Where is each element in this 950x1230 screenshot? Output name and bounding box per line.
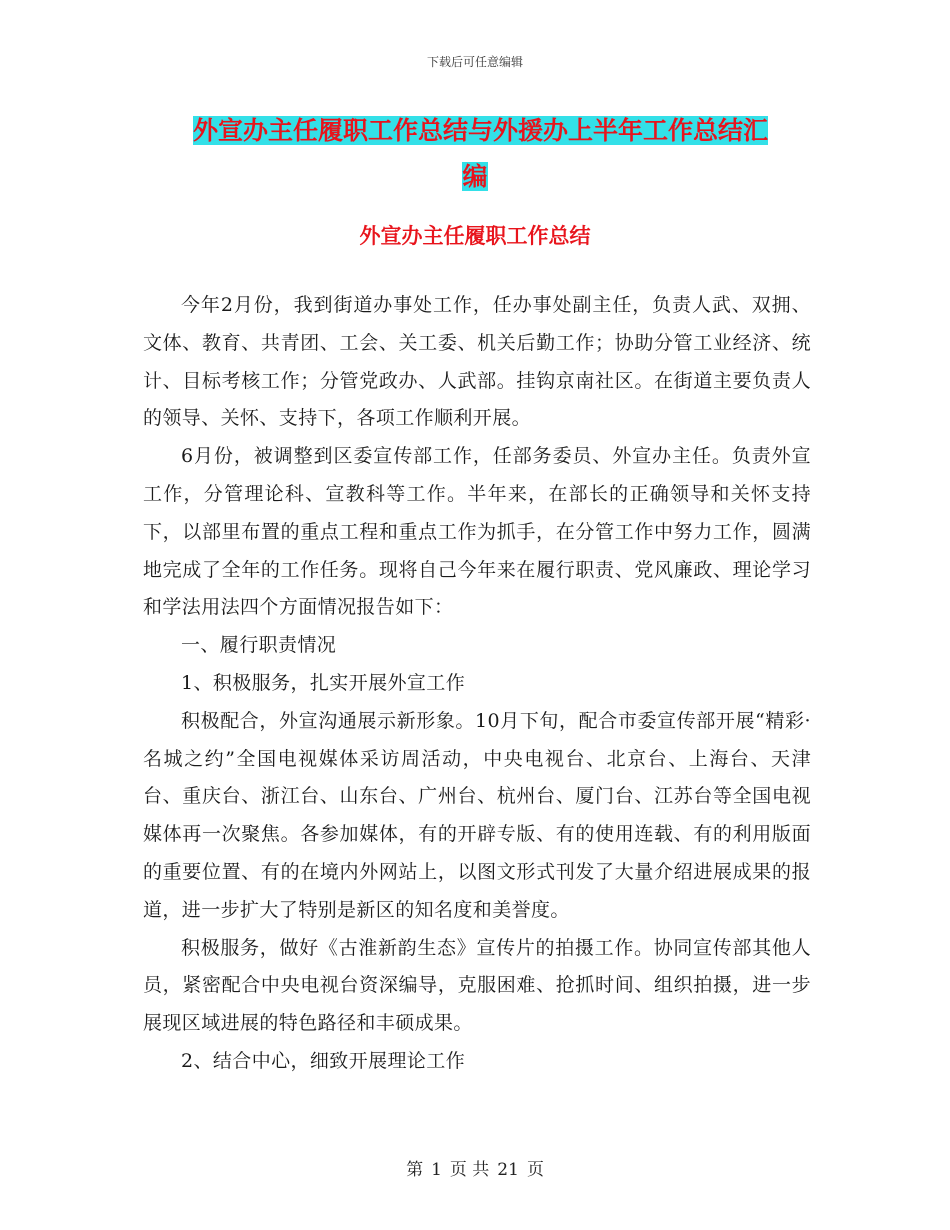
footer-prefix: 第 [406, 1160, 424, 1180]
page-header: 下载后可任意编辑 [426, 55, 523, 69]
title-line-1: 外宣办主任履职工作总结与外援办上半年工作总结汇 [193, 116, 769, 145]
footer-suffix: 页 [526, 1160, 544, 1180]
current-page-number: 1 [431, 1160, 442, 1180]
document-body [143, 287, 811, 1081]
page-footer [0, 1155, 950, 1180]
paragraph: 今年2月份，我到街道办事处工作，任办事处副主任，负责人武、双拥、文体、教育、共青团、工会、关工委、机关后勤工作；协助分管工业经济、统计、目标考核工作；分管党政办、人武部。挂钩京南社区。在街道主要负责人的领导、关怀、支持下，各项工作顺利开展。 [143, 294, 811, 430]
paragraph: 一、履行职责情况 [181, 634, 337, 657]
footer-mid: 页 共 [449, 1160, 490, 1180]
document-title [145, 108, 805, 200]
paragraph: 1、积极服务，扎实开展外宣工作 [181, 671, 466, 694]
paragraph: 积极服务，做好《古淮新韵生态》宣传片的拍摄工作。协同宣传部其他人员，紧密配合中央电视台资深编导，克服困难、抢抓时间、组织拍摄，进一步展现区域进展的特色路径和丰硕成果。 [143, 936, 811, 1035]
paragraph: 2、结合中心，细致开展理论工作 [181, 1049, 466, 1072]
section-title: 外宣办主任履职工作总结 [359, 224, 591, 248]
total-page-count: 21 [497, 1160, 519, 1180]
paragraph: 6月份，被调整到区委宣传部工作，任部务委员、外宣办主任。负责外宣工作，分管理论科、宣教科等工作。半年来，在部长的正确领导和关怀支持下，以部里布置的重点工程和重点工作为抓手，在分管工作中努力工作，圆满地完成了全年的工作任务。现将自己今年来在履行职责、党风廉政、理论学习和学法用法四个方面情况报告如下： [143, 445, 811, 619]
title-line-2: 编 [462, 162, 488, 191]
paragraph: 积极配合，外宣沟通展示新形象。10月下旬，配合市委宣传部开展“精彩·名城之约”全国电视媒体采访周活动，中央电视台、北京台、上海台、天津台、重庆台、浙江台、山东台、广州台、杭州台、厦门台、江苏台等全国电视媒体再一次聚焦。各参加媒体，有的开辟专版、有的使用连载、有的利用版面的重要位置、有的在境内外网站上，以图文形式刊发了大量介绍进展成果的报道，进一步扩大了特别是新区的知名度和美誉度。 [143, 709, 811, 921]
